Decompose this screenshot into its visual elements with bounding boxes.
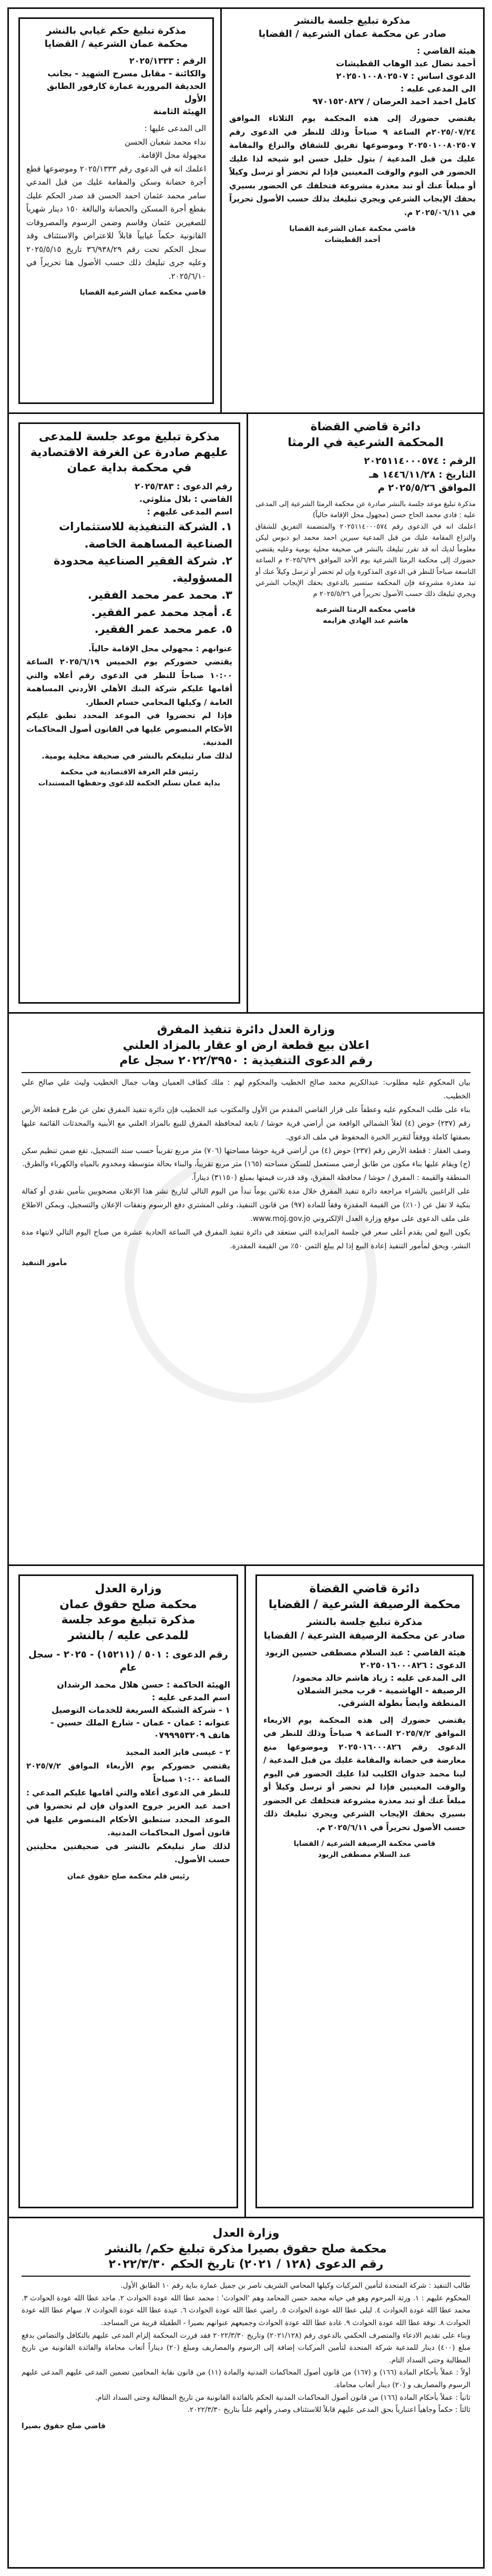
notice-ramtha-session xyxy=(247,414,483,1012)
notice-case-number: رقم الدعوى : ٥٠١ / (١٥٢١١) - ٢٠٢٥ - سجل عام xyxy=(28,1649,228,1673)
notice-signature: قاضي محكمة الرصيفة الشرعية / القضايا عبد السلام مصطفى الزيود xyxy=(293,1840,436,1860)
notice-amman-magistrate-col xyxy=(9,1566,248,2217)
notice-line: هيئة القاضي : xyxy=(416,46,476,56)
notice-amman-judgment xyxy=(18,17,214,404)
notice-line: اسم المدعى عليه : xyxy=(151,1692,230,1703)
notice-line: والكائنة - مقابل مسرح الشهيد - بجانب الحديقة المرورية عمارة كارفور الطابق الأول xyxy=(47,68,206,104)
notice-row-3 xyxy=(9,1014,483,1566)
notice-signature: قاضي صلح حقوق بصيرا xyxy=(22,2421,106,2430)
notice-title: مذكرة تبليغ حكم غيابي بالنشر محكمة عمان الشرعية / القضايا xyxy=(44,25,188,50)
notice-rusaifa-session xyxy=(255,1574,474,2208)
notice-row-4 xyxy=(9,1566,483,2218)
notice-row-5 xyxy=(9,2218,483,2570)
notice-line: رقم الدعوى : ٢٠٢٥/٣٨٣ xyxy=(135,481,232,492)
notice-title: اعلان بيع قطعة ارض او عقار بالمزاد العلني xyxy=(122,1038,370,1052)
notice-line: الدعوى : ٢٠٢٥٠١٦٠٠٠٨٢٦ xyxy=(360,1660,466,1670)
notice-body: الى المدعى عليها : نداء محمد شعبان الحسن مجهولة محل الإقامة. اعلمك انه في الدعوى رقم ٢٠٢٥/١٣٣٣ وموضوعها قطع أجرة حضانة وسكن والمقامة عليك من قبل المدعي سامر محمد عثمان احمد الحسن قد صدر الحكم عليك بقطع أجرة المسكن والحضانة والبالغة ١٥٠ دينار شهرياً للصغيرين عثمان وقاسم وضمن الرسوم والمصروفات القانونية حكماً غيابياً قابلاً للاعتراض والاستئناف وقد سجل الحكم تحت رقم ٣٦/٩٣٨/٢٩ تاريخ ٢٠٢٥/٥/١٥ وعليه جرى تبليغك ذلك حسب الأصول هنا تحريراً في ٢٠٢٥/٦/١٠. xyxy=(26,124,206,281)
notice-rusaifa-col xyxy=(244,1566,483,2217)
notices-sheet xyxy=(7,7,485,2569)
notice-title: دائرة قاضي القضاة المحكمة الشرعية في الرمثا xyxy=(288,420,444,449)
notice-signature: رئيس قلم الغرفة الاقتصادية في محكمة بداية عمان تسلم الحكمة للدعوى وحفظها المستندات xyxy=(38,768,221,788)
notice-economic-chamber-col xyxy=(9,414,250,1012)
notice-line: هيئة القاضي : عبد السلام مصطفى حسين الزيود xyxy=(265,1647,466,1658)
notice-title: دائرة قاضي القضاة محكمة الرصيفة الشرعية / القضايا xyxy=(268,1582,461,1611)
notice-row-1 xyxy=(9,9,483,414)
notice-line: الى المدعى عليه : زياد هاشم خالد محمود/ الرصيفة - الهاشمية - قرب مخبز الشملان المنطقة وايضاً بطولة الشرقي. xyxy=(292,1672,466,1708)
notice-line: أحمد نضال عبد الوهاب القطيشات xyxy=(336,58,476,69)
notice-title: وزارة العدل محكمة صلح حقوق عمان مذكرة تبليغ موعد جلسة للمدعى عليه / بالنشر xyxy=(59,1582,197,1643)
notice-title: مذكرة تبليغ موعد جلسة للمدعى عليهم صادرة عن الغرفة الاقتصادية في محكمة بداية عمان xyxy=(30,430,229,475)
notice-case-number: رقم الدعوى التنفيذية : ٢٠٢٢/٣٩٥٠ سجل عام xyxy=(119,1054,373,1068)
notice-line: ١ - شركة الشبكة السريعة للخدمات التوصيل عنوانه : عمان - عمان - شارع الملك حسين - هاتف ٠٧٩٩٩٥٣٢٠٩ xyxy=(50,1705,230,1741)
divider xyxy=(22,2276,470,2277)
notice-line: الى المدعى عليه : xyxy=(400,84,476,94)
notice-line: الرقم : ٢٠٢٥/١٣٣٣ xyxy=(129,56,206,66)
notice-subtitle: مذكرة تبليغ جلسة بالنشر صادر عن محكمة الرصيفة الشرعية / القضايا xyxy=(263,1617,466,1641)
notice-body: عنوانهم : مجهولي محل الإقامة حالياً. يقتضي حضوركم يوم الخميس ٢٠٢٥/٦/١٩ الساعة ١٠:٠٠ صباحاً للنظر في الدعوى رقم أعلاه والتي أقامها عليكم شركة البنك الأهلي الأردني المساهمة العامة / وكيلها المحامي حسام العطار. فإذا لم تحضروا في الموعد المحدد تطبق عليكم الأحكام المنصوص عليها في القانون أصول المحاكمات المدنية. لذلك صار تبليغكم بالنشر في صحيفة محلية يومية. xyxy=(26,643,232,761)
defendant-item: ٤. أمجد محمد عمر الفقير. xyxy=(91,605,232,619)
notice-line: الهيئة الحاكمة : حسن هلال محمد الرشدان xyxy=(57,1680,230,1690)
notice-row-2 xyxy=(9,414,483,1014)
notice-line: كامل احمد احمد العرضان / ٩٧٠١٥٢٠٨٢٧ xyxy=(312,96,476,107)
notice-line: الدعوى اساس : ٢٠٢٥٠١٠٠٨٠٢٥٠٧ xyxy=(336,71,476,82)
notice-amman-magistrate xyxy=(18,1574,238,2208)
notice-line: الرقم : ٢٠٢٥١١٤٠٠٠٥٧٤ xyxy=(364,456,476,467)
defendant-item: ١. الشركة التنفيذية للاستثمارات الصناعية المساهمة الخاصة. xyxy=(59,520,232,550)
notice-title: وزارة العدل محكمة صلح حقوق بصيرا مذكرة تبليغ حكم/ بالنشر رقم الدعوى (١٢٨ / ٢٠٢١) تاريخ الحكم ٢٠٢٢/٣/٣٠ xyxy=(105,2227,387,2271)
notice-body: مذكرة تبليغ موعد جلسة بالنشر صادرة عن محكمة الرمثا الشرعية إلى المدعى عليه : فادي محمد الحاج حسن (مجهول محل الإقامة حالياً) اعلمك انه في الدعوى رقم ٢٠٢٥١١٤٠٠٠٥٧٤ والمتضمنة التفريق للشقاق والنزاع المقامة عليك من قبل المدعية سيرين احمد محمد ابو دبوس ليكن معلوماً لديك أنه قد تقرر تبليغك بالنشر في صحيفة محلية يومية وعليه يقتضي حضورك إلى محكمة الرمثا الشرعية يوم الأحد الموافق ٢٠٢٥/٦/٢٩ م الساعة التاسعة صباحاً للنظر في الدعوى المذكورة وإن لم تحضر أو ترسل وكيلاً عنك أو تبد معذرة مشروعة فإن المحكمة ستسير بالدعوى بحقك الإيجاب الشرعي ويجري تبليغك ذلك حسب الأصول تحريراً في ٢٠٢٥/٥/٢٦ م xyxy=(255,500,476,599)
notice-signature: مأمور التنفيذ xyxy=(22,1258,67,1267)
notice-mafraq-auction xyxy=(9,1014,483,1564)
notice-body: بيان المحكوم عليه مطلوب: عبدالكريم محمد صالح الخطيب والمحكوم لهم : ملك كطاف العميان وهاب جمال الخطيب وليث علي صالح علي الخطيب. بناء على طلب المحكوم عليه وعطفاً على قرار القاضي المقدم من الأول والمكتوب عبد الخطيب فإن دائرة تنفيذ المفرق تعلن عن طرح قطعة الأرض رقم (٢٣٧) حوض (٤) لغلاً الشمالي الواقعة من أراضي قرية حوشا / تابعة لمحافظة المفرق للبيع بالمزاد العلني مع الأبنية والمحدثات القائمة عليها بصفتها كاملة ووفقاً لتقرير الخبرة المحفوظ في ملف الدعوى. وصف العقار : قطعة الأرض رقم (٢٣٧) حوض (٤) من أراضي قرية حوشا مساحتها (٧٠٦) متر مربع تقريباً حسب سند التسجيل، تقع ضمن تنظيم سكن (ج) ويقام عليها بناء مكون من طابق أرضي مستعمل للسكن مساحته (١٦٥) متر مربع تقريباً، والبناء بحالة متوسطة ومخدوم بالمياه والكهرباء والطرق. المنطقة والقيمة : المفرق / حوشا / محافظة المفرق، وقد قدرت قيمتها بمبلغ (٣١١٥٠) ديناراً. على الراغبين بالشراء مراجعة دائرة تنفيذ المفرق خلال مدة ثلاثين يوماً تبدأ من اليوم التالي لتاريخ نشر هذا الإعلان مصحوبين بتأمين نقدي أو كفالة بنكية لا تقل عن (١٠٪) من القيمة المقدرة وفقاً للمادة (٩٧) من قانون التنفيذ، وعلى المشتري دفع الرسوم ونفقات الإعلان والتسجيل، ويمكن الاطلاع على ملف الدعوى على موقع وزارة العدل الإلكتروني www.moj.gov.jo. يكون البيع لمن يقدم أعلى سعر في جلسة المزايدة التي ستعقد في دائرة تنفيذ المفرق في الساعة الحادية عشرة من صباح اليوم التالي لانتهاء مدة النشر، ويحق لمأمور التنفيذ إعادة البيع إذا لم يبلغ الثمن ٥٠٪ من القيمة المقدرة. xyxy=(22,1078,471,1250)
notice-signature: قاضي محكمة عمان الشرعية القضايا xyxy=(79,288,206,297)
defendant-item: ٢. شركة الفقير الصناعية محدودة المسؤولية. xyxy=(53,554,232,584)
notice-body: يقتضي حضورك إلى هذه المحكمة يوم الاربعاء الموافق ٢٠٢٥/٧/٢ الساعة ٩ صباحاً وذلك للنظر في الدعوى رقم ٢٠٢٥٠١٦٠٠٠٨٢٦ وموضوعها منع معارضة في حضانة والمقامة عليك من قبل المدعية / لينا محمد جدوان الكليب لذا عليك الحضور في اليوم والوقت المعينين فإذا لم تحضر أو ترسل وكيلاً أو مبلغاً عنك أو تبد معذرة مشروعة فتخلفك عن الحضور بسيري بحقك الإيجاب الشرعي ويجري تبليغك ذلك حسب الأصول تحريراً في ٢٠٢٥/٦/١١ م. xyxy=(263,1715,466,1832)
notice-economic-chamber xyxy=(18,422,240,1004)
notice-line: التاريخ : ١٤٤٦/١١/٢٨ هـ xyxy=(369,469,476,480)
notice-body: يقتضي حضورك إلى هذه المحكمة يوم الثلاثاء الموافق ٢٠٢٥/٠٧/٢٤م الساعة ٩ صباحاً وذلك للنظر في الدعوى رقم ٢٠٢٥٠١٠٠٨٠٢٥٠٧ وموضوعها تفريق للشقاق والنزاع والمقامة عليك من قبل المدعية / بتول خليل حسن ابو شيخه لذا عليك الحضور في اليوم والوقت المعينين فإذا لم تحضر أو ترسل وكيلاً أو مبلغاً عنك أو تبد معذرة مشروعة فتخلفك عن الحضور بسيري بحقك الإيجاب الشرعي ويجري تبليغك بذلك حسب الأصول تحريراً في ٢٠٢٥/٠٦/١١ م. xyxy=(229,114,476,217)
defendant-item: ٥. عمر محمد عمر الفقير. xyxy=(94,623,232,636)
notice-line: الموافق ٢٠٢٥/٥/٢٦ م xyxy=(377,482,476,493)
divider xyxy=(22,1072,470,1073)
notice-amman-session xyxy=(220,9,483,412)
notice-line: الهيئة الثامنة xyxy=(153,106,206,117)
notice-signature: رئيس قلم محكمة صلح حقوق عمان xyxy=(67,1872,190,1881)
notice-signature: قاضي محكمة عمان الشرعية القضايا أحمد القطيشات xyxy=(289,225,416,245)
notice-line: اسم المدعى عليهم : xyxy=(147,507,232,517)
notice-title: مذكرة تبليغ جلسة بالنشر صادر عن محكمة عمان الشرعية / القضايا xyxy=(258,15,447,40)
notice-busaira-judgment xyxy=(9,2218,483,2570)
defendant-item: ٣. محمد عمر محمد الفقير. xyxy=(87,589,232,602)
notice-line: القاضي : بلال مثلوثي. xyxy=(139,494,232,504)
notice-org: وزارة العدل دائرة تنفيذ المفرق xyxy=(157,1023,335,1036)
notice-body: ٢ - عيسى فايز العبد المجيد يقتضي حضوركم يوم الأربعاء الموافق ٢٠٢٥/٧/٢ الساعة ١٠:٠٠ صباحاً للنظر في الدعوى أعلاه والتي أقامها عليكم المدعي : احمد عبد العزيز جروح العدوان فإن لم تحضروا في الموعد المحدد ستطبق الأحكام المنصوص عليها في قانون أصول المحاكمات المدنية. لذلك صار تبليغكم بالنشر في صحيفتين محليتين حسب الأصول. xyxy=(26,1747,230,1865)
notice-signature: قاضي محكمة الرمثا الشرعية هاشم عبد الهادي هزايمه xyxy=(315,605,416,625)
notice-amman-judgment-col xyxy=(9,9,223,412)
notice-body: طالب التنفيذ : شركة المتحدة لتأمين المركبات وكيلها المحامي الشريف ناصر بن جميل عمارة بناية رقم ١٠ الطابق الأول. المحكوم عليهم : ١. ورثة المرحوم وهو في حياته محمد حسن المحامد وهم 'الحوادث' : محمد عطا الله عودة الحوادث ٢. ماجد عطا الله عودة الحوادث ٣. محمد عطا الله عودة الحوادث ٤. ليلى عطا الله عودة الحوادث ٥. راضي عطا الله عودة الحوادث ٦. عيدة عطا الله عودة الحوادث ٧. سهام عطا الله عودة الحوادث ٨. نوفة عطا الله عودة الحوادث ٩. غادة عطا الله عودة الحوادث وجميعهم عنوانهم بصيرا - الطفيلة قريبة من المساجد. وبناء على تقديم الادعاء والمتصرف الحكمي بالدعوى رقم (٢٠٢١/١٢٨) وتاريخ ٢٠٢٢/٣/٣٠ فقد قررت المحكمة إلزام المدعى عليهم بالتكافل والتضامن بدفع مبلغ (٤٠٠) دينار للمدعية شركة المتحدة لتأمين المركبات إضافة إلى الرسوم والمصاريف ومبلغ (٢٠) ديناراً أتعاب محاماة والفائدة القانونية من تاريخ المطالبة وحتى السداد التام. أولاً : عملاً بأحكام المادة (١٦٦) و (١٦٧) من قانون أصول المحاكمات المدنية والمادة (١١) من قانون نقابة المحامين تضمين المدعى عليهم المدعى عليهم الرسوم والمصاريف و (٢٠) دينار أتعاب محاماة. ثانياً : عملاً بأحكام المادة (١٦٦) من قانون أصول المحاكمات المدنية الحكم بالفائدة القانونية من تاريخ المطالبة وحتى السداد التام. ثالثاً : حكماً وجاهياً اعتبارياً بحق المدعى عليهم قابلاً للاستئناف وصدر وأفهم علناً بتاريخ ٢٠٢٢/٣/٣٠. xyxy=(22,2281,471,2415)
